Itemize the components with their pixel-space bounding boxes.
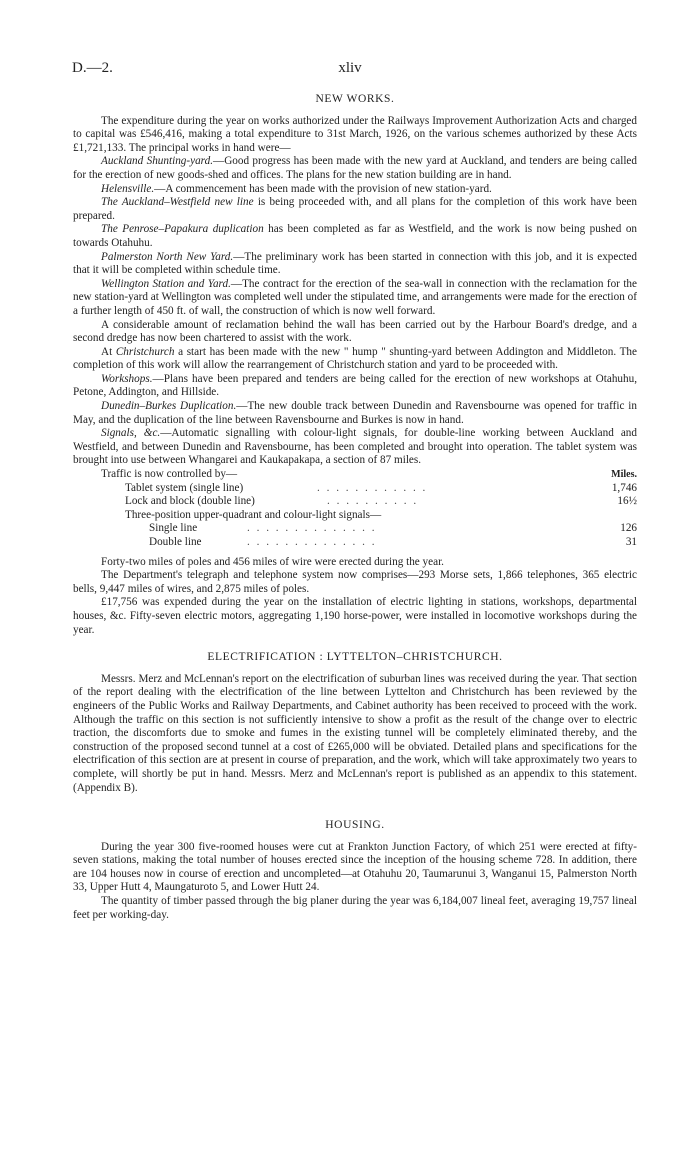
heading-dunedin: Dunedin–Burkes Duplication. bbox=[101, 400, 237, 413]
heading-wellington: Wellington Station and Yard. bbox=[101, 277, 231, 290]
section-title-new-works: NEW WORKS. bbox=[315, 93, 395, 105]
new-works-intro: The expenditure during the year on works authorized under the Railways Improvement Authorization Acts and charged to capital was £546,416, making a total expenditure to 31st March, 1926, on the various schemes authorized by these Acts £1,721,133. The principal works in hand were— bbox=[73, 114, 637, 154]
paragraph-housing-1: During the year 300 five-roomed houses were cut at Frankton Junction Factory, of which 251 were erected at fifty-seven stations, making the total number of houses erected since the inception of the housing scheme 728. In addition, there are 104 houses now in course of erection and uncompleted—at Otahuhu 20, Taumarunui 3, Wanganui 15, Palmerston North 33, Upper Hutt 4, Maungaturoto 5, and Lower Hutt 24. bbox=[73, 840, 637, 894]
heading-workshops: Workshops. bbox=[101, 372, 153, 385]
paragraph-workshops: Workshops.—Plans have been prepared and tenders are being called for the erection of new workshops at Otahuhu, Petone, Addington, and Hillside. bbox=[73, 372, 637, 399]
paragraph-auckland: Auckland Shunting-yard.—Good progress has been made with the new yard at Auckland, and tenders are being called for the erection of new goods-shed and offices. The plans for the new station building are in hand. bbox=[73, 155, 637, 181]
paragraph-signals: Signals, &c.—Automatic signalling with colour-light signals, for double-line working between Auckland and Westfield, and between Dunedin and Ravensbourne, has been completed and brought into operation. The tablet system was brought into use between Whangarei and Kaukapakapa, a section of 87 miles. bbox=[73, 427, 637, 467]
paragraph-wellington: Wellington Station and Yard.—The contract for the erection of the sea-wall in connection with the reclamation for the new station-yard at Wellington was completed well under the stipulated time, and arrangements were made for the erection of a further length of 450 ft. of wall, the construction of which is now well forward. bbox=[73, 277, 637, 317]
paragraph-penrose: The Penrose–Papakura duplication has been completed as far as Westfield, and the work is now being pushed on towards Otahuhu. bbox=[73, 223, 638, 249]
leader-dots: . . . . . . . . . . . . bbox=[317, 481, 428, 494]
table-row bbox=[73, 495, 637, 509]
heading-christchurch: Christchurch bbox=[115, 345, 175, 358]
paragraph-housing-2: The quantity of timber passed through the big planer during the year was 6,184,007 lineal feet, averaging 19,757 lineal feet per working-day. bbox=[73, 895, 637, 921]
row-value: 1,746 bbox=[611, 481, 637, 494]
heading-auckland: Auckland Shunting-yard. bbox=[101, 155, 213, 168]
paragraph-palmerston: Palmerston North New Yard.—The preliminary work has been started in connection with this job, and it is expected that it will be completed within schedule time. bbox=[73, 250, 637, 277]
paragraph-dunedin: Dunedin–Burkes Duplication.—The new double track between Dunedin and Ravensbourne was opened for traffic in May, and the duplication of the line between Ravensbourne and Burkes is now in hand. bbox=[73, 400, 637, 426]
table-row bbox=[73, 522, 637, 536]
leader-dots: . . . . . . . . . . . . . . bbox=[247, 522, 377, 535]
paragraph-christchurch: At Christchurch a start has been made with the new " hump " shunting-yard between Addington and Middleton. The completion of this work will allow the rearrangement of Christchurch station and yard to be proceeded with. bbox=[73, 345, 637, 372]
paragraph-telegraph: The Department's telegraph and telephone system now comprises—293 Morse sets, 1,866 telephones, 365 electric bells, 9,447 miles of wires, and 2,875 miles of poles. bbox=[73, 569, 637, 595]
document-reference: D.—2. bbox=[72, 60, 113, 76]
table-row bbox=[73, 468, 637, 482]
row-label: Single line bbox=[149, 522, 198, 535]
heading-palmerston: Palmerston North New Yard. bbox=[101, 250, 234, 263]
heading-penrose: The Penrose–Papakura duplication bbox=[101, 223, 264, 236]
paragraph-westfield: The Auckland–Westfield new line is being proceeded with, and all plans for the completion of this work have been prepared. bbox=[73, 196, 637, 222]
paragraph-electrification: Messrs. Merz and McLennan's report on the electrification of suburban lines was received during the year. That section of the report dealing with the electrification of the line between Lyttelton and Christchurch has been reviewed by the engineers of the Public Works and Railway Departments, and Cabinet authority has been received to proceed with the work. Although the traffic on this section is not sufficiently intensive to show a profit as the result of the change over to electric traction, the discomforts due to smoke and fumes in the existing tunnel will be completely eliminated thereby, and the construction of the proposed second tunnel at a cost of £265,000 will be obviated. Detailed plans and specifications for the electrification of this section are at present in course of preparation, and the work, which will take approximately two years to complete, will shortly be put in hand. Messrs. Merz and McLennan's report is published as an appendix to this statement. (Appendix B). bbox=[73, 672, 637, 794]
section-title-electrification: ELECTRIFICATION : LYTTELTON–CHRISTCHURCH. bbox=[207, 651, 503, 664]
paragraph-reclamation: A considerable amount of reclamation behind the wall has been carried out by the Harbour Board's dredge, and a second dredge has now been chartered to assist with the work. bbox=[73, 318, 637, 345]
miles-column-header: Miles. bbox=[611, 469, 637, 481]
row-label: Lock and block (double line) bbox=[125, 495, 255, 508]
paragraph-lighting: £17,756 was expended during the year on the installation of electric lighting in stations, workshops, departmental houses, &c. Fifty-seven electric motors, aggregating 1,190 horse-power, were installed in locomotive workshops during the year. bbox=[73, 596, 637, 636]
leader-dots: . . . . . . . . . . . . . . bbox=[247, 536, 377, 548]
traffic-control-table bbox=[73, 468, 637, 550]
table-row bbox=[73, 536, 637, 550]
row-value: 31 bbox=[625, 536, 637, 548]
heading-helensville: Helensville. bbox=[101, 182, 155, 195]
page-number: xliv bbox=[338, 60, 362, 76]
row-label: Double line bbox=[149, 536, 202, 548]
leader-dots: . . . . . . . . . . bbox=[327, 495, 419, 508]
row-value: 16½ bbox=[617, 495, 637, 508]
paragraph-poles: Forty-two miles of poles and 456 miles of wire were erected during the year. bbox=[101, 555, 444, 568]
traffic-intro: Traffic is now controlled by— bbox=[101, 468, 238, 481]
heading-signals: Signals, &c. bbox=[101, 427, 161, 440]
section-title-housing: HOUSING. bbox=[325, 819, 385, 832]
paragraph-helensville: Helensville.—A commencement has been made with the provision of new station-yard. bbox=[101, 182, 492, 195]
table-row bbox=[73, 509, 637, 523]
row-label: Tablet system (single line) bbox=[125, 481, 244, 494]
main-text-column bbox=[73, 93, 637, 922]
row-value: 126 bbox=[620, 522, 637, 535]
table-row bbox=[73, 482, 637, 496]
heading-westfield: The Auckland–Westfield new line bbox=[101, 196, 254, 209]
row-label: Three-position upper-quadrant and colour-light signals— bbox=[125, 508, 382, 521]
